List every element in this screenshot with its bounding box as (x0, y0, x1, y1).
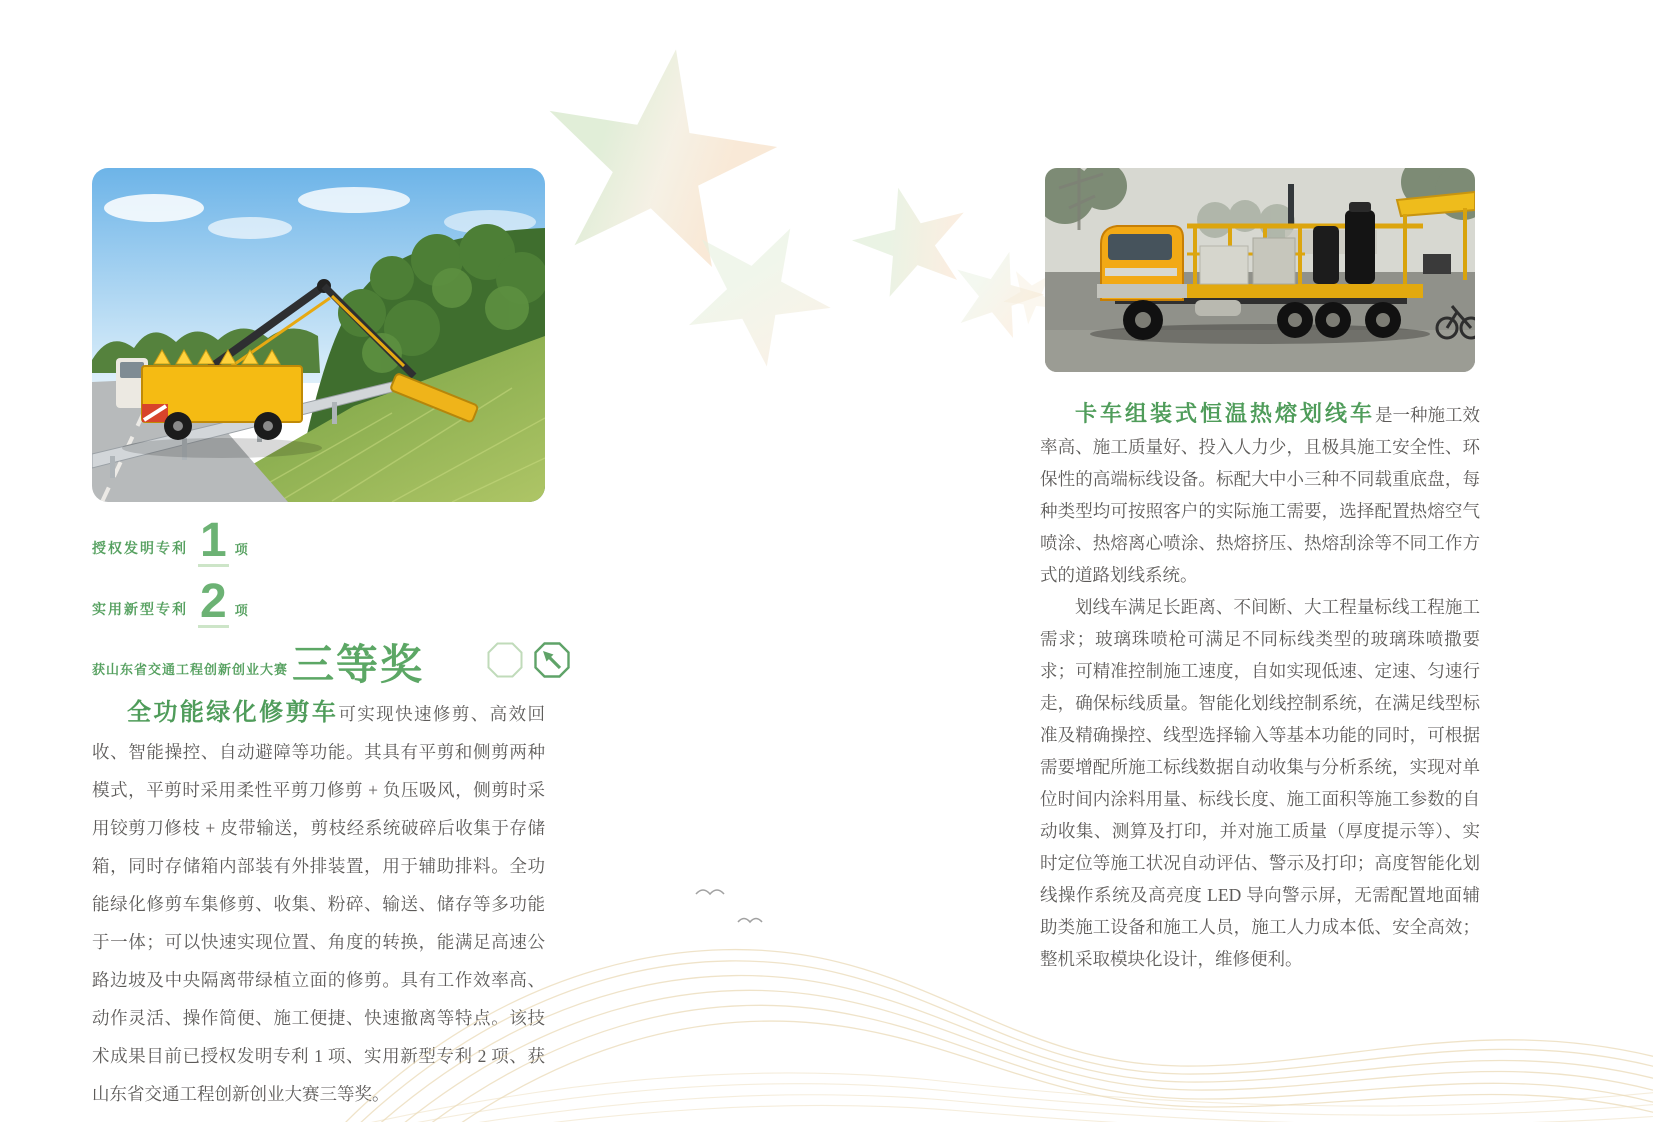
right-paragraph-1-body: 是一种施工效率高、施工质量好、投入人力少，且极具施工安全性、环保性的高端标线设备。标配大中小三种不同载重底盘，每种类型均可按照客户的实际施工需要，选择配置热熔空气喷涂、热熔离心喷涂、热熔挤压、热熔刮涂等不同工作方式的道路划线系统。 (1040, 405, 1481, 585)
stat-row-invention-patent (92, 514, 545, 567)
left-paragraph-lead: 全功能绿化修剪车 (127, 700, 339, 726)
stat-label: 实用新型专利 (92, 601, 188, 617)
right-paragraph-2-body: 划线车满足长距离、不间断、大工程量标线工程施工需求；玻璃珠喷枪可满足不同标线类型的玻璃珠喷撒要求；可精准控制施工速度，自如实现低速、定速、匀速行走，确保标线质量。智能化划线控制系统，在满足线型标准及精确操控、线型选择输入等基本功能的同时，可根据需要增配所施工标线数据自动收集与分析系统，实现对单位时间内涂料用量、标线长度、施工面积等施工参数的自动收集、测算及打印，并对施工质量（厚度提示等）、实时定位等施工状况自动评估、警示及打印；高度智能化划线操作系统及高亮度 LED 导向警示屏，无需配置地面辅助类施工设备和施工人员，施工人力成本低、安全高效；整机采取模块化设计，维修便利。 (1040, 597, 1480, 969)
stat-value: 2 (200, 575, 227, 628)
right-description-paragraph-1 (1040, 398, 1480, 591)
patent-stats-block (92, 514, 545, 688)
star-watermark-icon (840, 173, 984, 313)
stat-value: 1 (200, 514, 227, 567)
stat-label: 授权发明专利 (92, 540, 188, 556)
right-photo-illustration (1045, 168, 1475, 372)
bird-glyphs (696, 890, 762, 922)
star-watermark-icon (521, 31, 794, 296)
award-row (92, 641, 545, 688)
right-photo-marking-truck (1045, 168, 1475, 372)
stat-unit: 项 (234, 603, 248, 618)
award-label: 获山东省交通工程创新创业大赛 (92, 662, 289, 677)
octagon-northwest-arrow-icon (533, 641, 571, 679)
award-value: 三等奖 (292, 641, 425, 688)
left-description-paragraph (92, 694, 545, 1113)
stat-row-utility-patent (92, 575, 545, 628)
right-paragraph-lead: 卡车组装式恒温热熔划线车 (1075, 401, 1376, 426)
right-column (1040, 398, 1480, 975)
right-description-paragraph-2 (1040, 591, 1480, 975)
award-icon-group (486, 641, 571, 679)
stat-unit: 项 (234, 542, 248, 557)
left-photo-illustration (92, 168, 545, 502)
left-paragraph-body: 可实现快速修剪、高效回收、智能操控、自动避障等功能。其具有平剪和侧剪两种模式，平剪时采用柔性平剪刀修剪 + 负压吸风，侧剪时采用铰剪刀修枝 + 皮带输送，剪枝经系统破碎后收集于存储箱，同时存储箱内部装有外排装置，用于辅助排料。全功能绿化修剪车集修剪、收集、粉碎、输送、储存等多功能于一体；可以快速实现位置、角度的转换，能满足高速公路边坡及中央隔离带绿植立面的修剪。具有工作效率高、动作灵活、操作简便、施工便捷、快速撤离等特点。该技术成果目前已授权发明专利 1 项、实用新型专利 2 项、获山东省交通工程创新创业大赛三等奖。 (92, 704, 546, 1104)
left-photo-green-trimmer-truck (92, 168, 545, 502)
octagon-outline-icon (486, 641, 524, 679)
